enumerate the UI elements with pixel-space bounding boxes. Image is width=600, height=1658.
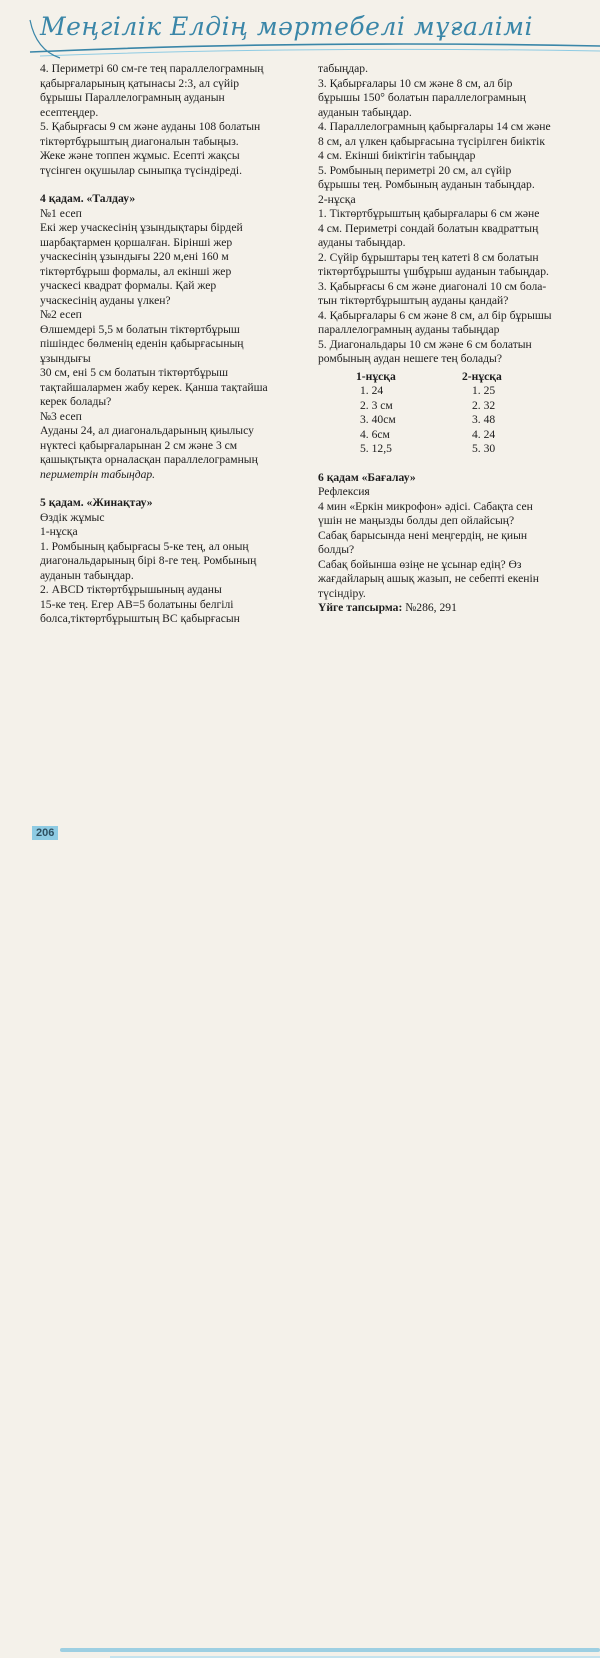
text-line: 15-ке тең. Егер АВ=5 болатыны белгілі <box>40 597 234 611</box>
answer-item: 3. 48 <box>472 413 496 426</box>
text-line: 1. Тіктөртбұрыштың қабырғалары 6 см және <box>318 207 540 220</box>
text-line: 2. Сүйір бұрыштары тең катеті 8 см болатын <box>318 250 539 264</box>
text-line: жағдайларың ашық жазып, не себепті екенін <box>318 572 539 585</box>
text-line: қашықтықта орналасқан параллелограмның <box>40 453 258 466</box>
text-line: 1. Ромбының қабырғасы 5-ке тең, ал оның <box>40 539 249 553</box>
text-line: қабырғаларының қатынасы 2:3, ал сүйір <box>40 76 240 90</box>
answer-item: 2. 3 см <box>360 398 393 412</box>
text-line: пішіндес бөлменің еденін қабырғасының <box>40 337 244 350</box>
step6-title: 6 қадам «Бағалау» <box>318 470 416 484</box>
text-line: есептеңдер. <box>40 105 99 119</box>
text-line: 4. Параллелограмның қабырғалары 14 см және <box>318 120 551 133</box>
text-line: ромбының аудан нешеге тең болады? <box>318 352 502 365</box>
text-line: 4. Периметрі 60 см-ге тең параллелограмның <box>40 62 264 75</box>
text-line: керек болады? <box>40 395 112 408</box>
text-line: табыңдар. <box>318 62 368 75</box>
text-line: үшін не маңызды болды деп ойлайсың? <box>318 514 515 527</box>
text-line: учаскесі квадрат формалы. Қай жер <box>40 279 217 292</box>
text-line: болды? <box>318 543 355 556</box>
text-line: №3 есеп <box>40 409 82 423</box>
text-line: 4. Қабырғалары 6 см және 8 см, ал бір бұрышы <box>318 308 552 322</box>
text-line: 3. Қабырғалары 10 см және 8 см, ал бір <box>318 76 513 90</box>
text-line: Өлшемдері 5,5 м болатын тіктөртбұрыш <box>40 322 240 336</box>
text-line: ауданын табыңдар. <box>318 105 412 119</box>
answers-header: 1-нұсқа <box>356 369 396 383</box>
homework-label: Үйге тапсырма: <box>318 601 403 614</box>
text-line: параллелограмның ауданы табыңдар <box>318 323 500 336</box>
text-line: №2 есеп <box>40 308 82 321</box>
text-line: Сабақ барысында нені меңгердің, не қиын <box>318 528 528 542</box>
text-line: шарбақтармен қоршалған. Бірінші жер <box>40 235 233 249</box>
text-line: Ауданы 24, ал диагональдарының қиылысу <box>40 424 254 437</box>
answers-header: 2-нұсқа <box>462 369 502 383</box>
text-line: нүктесі қабырғаларынан 2 см және 3 см <box>40 438 238 452</box>
answer-item: 2. 32 <box>472 398 496 412</box>
text-line: 4 см. Периметрі сондай болатын квадраттың <box>318 221 539 235</box>
answers-table <box>318 370 588 457</box>
text-line: Жеке және топпен жұмыс. Есепті жақсы <box>40 149 240 162</box>
footer-bar <box>60 1648 600 1652</box>
text-line: 2-нұсқа <box>318 192 356 206</box>
text-line: бұрышы 150° болатын параллелограмның <box>318 91 526 104</box>
page-footer <box>0 816 600 866</box>
right-column <box>318 62 588 616</box>
answers-column-1 <box>356 370 446 457</box>
text-line: №1 есеп <box>40 206 82 220</box>
text-line: 5. Қабырғасы 9 см және ауданы 108 болатын <box>40 120 261 133</box>
step5-title: 5 қадам. «Жинақтау» <box>40 496 153 509</box>
text-line: болса,тіктөртбұрыштың ВС қабырғасын <box>40 612 240 625</box>
text-line: Рефлексия <box>318 485 370 498</box>
homework-value: №286, 291 <box>402 601 457 614</box>
text-line: бұрышы Параллелограмның ауданын <box>40 91 225 104</box>
answer-item: 5. 12,5 <box>360 442 392 455</box>
text-line: 3. Қабырғасы 6 см және диагоналі 10 см бола- <box>318 279 547 293</box>
text-line: 30 см, ені 5 см болатын тіктөртбұрыш <box>40 366 229 379</box>
left-column <box>40 62 305 627</box>
text-line: Екі жер учаскесінің ұзындықтары бірдей <box>40 221 243 234</box>
text-line: тіктөртбұрышты үшбұрыш ауданын табыңдар. <box>318 265 549 278</box>
answer-item: 5. 30 <box>472 442 496 455</box>
answer-item: 1. 25 <box>472 384 496 397</box>
text-line: 2. АВСD тіктөртбұрышының ауданы <box>40 583 222 596</box>
page-header <box>0 0 600 70</box>
text-line: тіктөртбұрыштың диагоналын табыңыз. <box>40 134 239 148</box>
homework-line <box>318 601 588 616</box>
text-line: 4 см. Екінші биіктігін табыңдар <box>318 149 476 162</box>
step4-title: 4 қадам. «Талдау» <box>40 192 136 205</box>
header-title: Меңгілік Елдің мәртебелі мұғалімі <box>40 12 534 41</box>
text-line: 1-нұсқа <box>40 525 78 538</box>
text-line: бұрышы тең. Ромбының ауданын табыңдар. <box>318 178 535 191</box>
text-line: түсіндіру. <box>318 586 366 600</box>
text-line: 4 мин «Еркін микрофон» әдісі. Сабақта сен <box>318 499 533 513</box>
text-line: тақтайшалармен жабу керек. Қанша тақтайша <box>40 380 268 394</box>
text-line: Өздік жұмыс <box>40 510 105 524</box>
text-line: ұзындығы <box>40 351 91 365</box>
text-line: 5. Ромбының периметрі 20 см, ал сүйір <box>318 163 512 177</box>
text-line: диагональдарының бірі 8-ге тең. Ромбының <box>40 554 257 567</box>
answer-item: 1. 24 <box>360 384 384 397</box>
text-line: ауданы табыңдар. <box>318 236 406 249</box>
text-line: учаскесінің ұзындығы 220 м,ені 160 м <box>40 250 229 263</box>
answer-item: 4. 6см <box>360 427 390 441</box>
page-number: 206 <box>32 826 58 840</box>
text-line: периметрін табыңдар. <box>40 467 156 481</box>
text-line: 5. Диагональдары 10 см және 6 см болатын <box>318 337 532 351</box>
text-line: ауданын табыңдар. <box>40 568 134 582</box>
text-line: түсінген оқушылар сыныпқа түсіндіреді. <box>40 163 243 177</box>
text-line: учаскесінің ауданы үлкен? <box>40 293 171 307</box>
answer-item: 4. 24 <box>472 427 496 441</box>
answers-column-2 <box>462 370 552 457</box>
text-line: тіктөртбұрыш формалы, ал екінші жер <box>40 264 232 278</box>
answer-item: 3. 40см <box>360 413 396 426</box>
text-line: Сабақ бойынша өзіңе не ұсынар едің? Өз <box>318 557 522 571</box>
text-line: тын тіктөртбұрыштың ауданы қандай? <box>318 294 509 307</box>
text-line: 8 см, ал үлкен қабырғасына түсірілген биіктік <box>318 134 546 148</box>
